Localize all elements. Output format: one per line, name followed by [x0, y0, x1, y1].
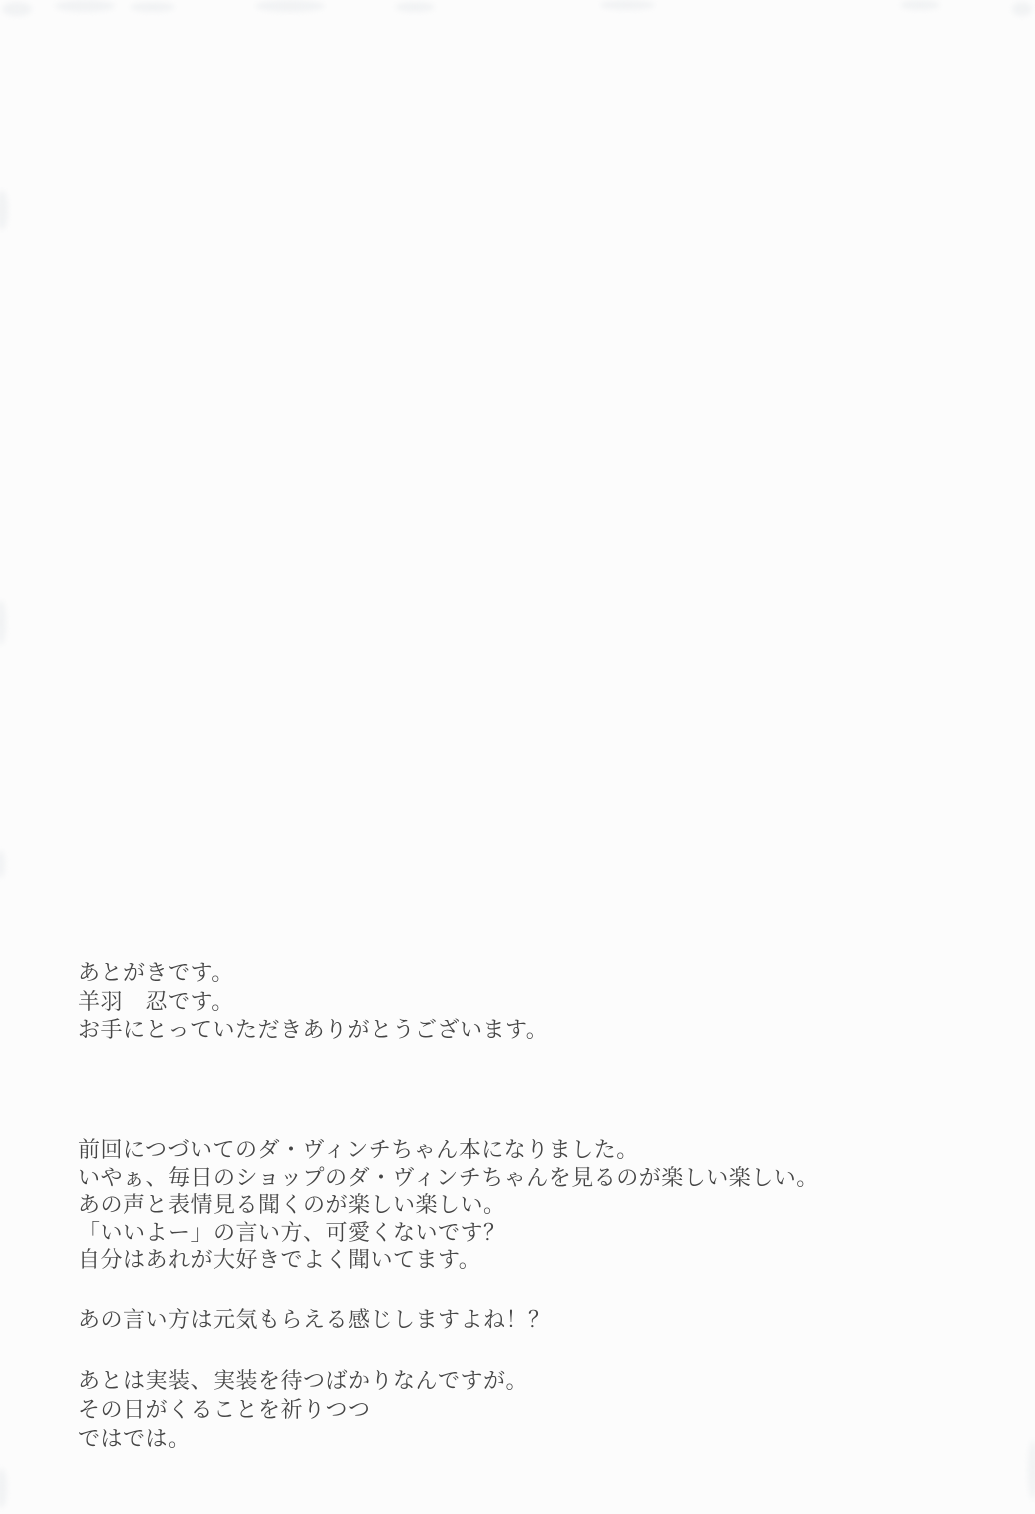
scan-smudge — [55, 0, 115, 12]
scan-smudge — [0, 850, 5, 878]
scan-smudge — [1012, 2, 1032, 16]
scan-smudge — [130, 2, 175, 12]
scan-smudge — [0, 190, 8, 230]
scan-smudge — [255, 0, 325, 12]
text-line: あの声と表情見る聞くのが楽しい楽しい。 — [78, 1192, 506, 1217]
text-line: 前回につづいてのダ・ヴィンチちゃん本になりました。 — [78, 1137, 639, 1162]
afterword-remark-paragraph — [78, 1306, 551, 1334]
text-line: その日がくることを祈りつつ — [78, 1397, 371, 1422]
scan-smudge — [0, 600, 6, 645]
afterword-intro-paragraph — [78, 959, 548, 1045]
scan-smudge — [2, 2, 32, 16]
scan-smudge — [1028, 1440, 1035, 1500]
text-line: あとは実装、実装を待つばかりなんですが。 — [78, 1368, 529, 1393]
text-line: あとがきです。 — [78, 960, 234, 985]
text-line: 自分はあれが大好きでよく聞いてます。 — [78, 1247, 482, 1272]
scan-smudge — [395, 2, 435, 12]
scan-smudge — [0, 1468, 7, 1508]
afterword-body-paragraph — [78, 1136, 819, 1274]
text-line: あの言い方は元気もらえる感じしますよね！？ — [78, 1307, 551, 1332]
scan-smudge — [900, 0, 940, 10]
text-line: 「いいよー」の言い方、可愛くないです？ — [78, 1219, 506, 1245]
text-line: お手にとっていただきありがとうございます。 — [78, 1017, 549, 1042]
afterword-closing-paragraph — [78, 1366, 528, 1453]
text-line: ではでは。 — [78, 1426, 191, 1451]
text-line: いやぁ、毎日のショップのダ・ヴィンチちゃんを見るのが楽しい楽しい。 — [78, 1164, 819, 1190]
scan-smudge — [600, 0, 655, 10]
text-line: 羊羽 忍です。 — [78, 988, 234, 1014]
